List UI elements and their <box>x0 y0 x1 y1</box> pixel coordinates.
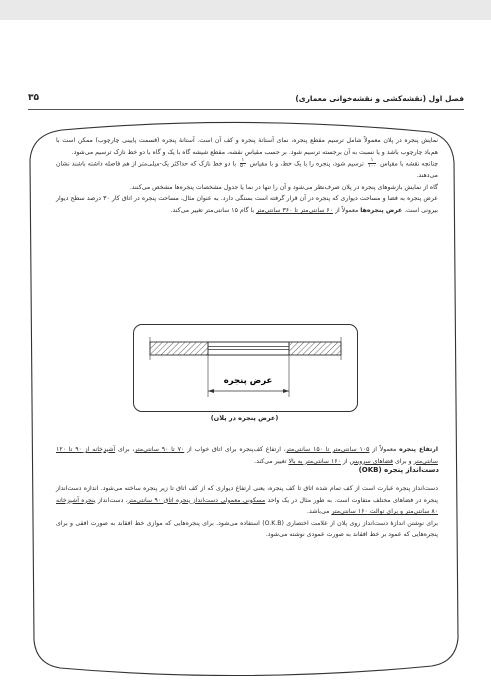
paragraph-window-representation: نمایش پنجره در پلان معمولاً شامل ترسیم مقطع پنجره، نمای آستانهٔ پنجره و کف آن است. آستانهٔ پنجره (قسمت پایینی چارچوب) ممکن است با هم‌باد چارچوب باشد و یا نسبت به آن برجسته ترسیم شود. بر حسب مقیاس نقشه، مقطع شیشه گاه با یک و گاه با دو خط نازک ترسیم می‌شود. <box>56 137 438 156</box>
window-plan-drawing <box>134 325 357 411</box>
header-rule <box>28 109 464 110</box>
paragraph-openings: گاه از نمایش بازشوهای پنجره در پلان صرف‌نظر می‌شود و آن را تنها در نما یا جدول مشخصات پنجره‌ها مشخص می‌کنند. <box>129 183 438 191</box>
window-width-diagram <box>133 324 358 412</box>
section-okb: دست‌انداز پنجره عبارت است از کف تمام شده اتاق تا کف پنجره، یعنی ارتفاع دیواری که از کف اتاق تا زیر پنجره ساخته می‌شود. اندازه دست‌انداز پنجره در فضاهای مختلف متفاوت است. به طور مثال در یک واحد مسکونی معمولی دست‌انداز پنجره اتاق ۹۰ سانتی‌متر، دست‌انداز پنجره آشپزخانه ۸۰ سانتی‌متر و برای توالت ۱۶۰ سانتی‌متر می‌باشد. برای نوشتن اندازهٔ دست‌انداز روی پلان از علامت اختصاری (O.K.B) استفاده می‌شود. برای پنجره‌هایی که موازی خط افقاند به صورت افقی و برای پنجره‌هایی که عمود بر خط افقاند به صورت عمودی نوشته می‌شود. <box>56 483 438 541</box>
paragraph-window-width: عرض پنجره به فضا و مساحت دیواری که پنجره در آن قرار گرفته است بستگی دارد. به عنوان مثال، مساحت پنجره در اتاق کار ۳۰ درصد سطح دیوار بیرونی است. عرض پنجره‌ها معمولاً از ۶۰ سانتی‌متر تا ۳۶۰ سانتی‌متر با گام ۱۵ سانتی‌متر تغییر می‌کند. <box>56 195 438 215</box>
page-number: ۳۵ <box>28 93 39 103</box>
top-band <box>0 0 491 20</box>
fraction-1-50: $\frac{۱}{۵۰}$ <box>240 157 246 170</box>
section-window-plan <box>56 135 438 217</box>
fraction-1-100: $\frac{۱}{۱۰۰}$ <box>367 157 376 170</box>
section-window-height: ارتفاع پنجره معمولاً از ۱۰۵ سانتی‌متر تا ۱۵۰ سانتی‌متر، ارتفاع کف‌پنجره برای اتاق خواب از ۷۰ تا ۹۰ سانتی‌متر، برای آشپزخانه از ۹۰ تا ۱۲۰ سانتی‌متر و برای فضاهای سرویس از ۱۶۰ سانتی‌متر به بالا تغییر می‌کند. <box>56 446 438 465</box>
chapter-title: فصل اول (نقشه‌کشی و نقشه‌خوانی معماری) <box>295 94 464 103</box>
diagram-caption: (عرض پنجره در پلان) <box>210 414 279 422</box>
page-header <box>28 94 464 108</box>
window-width-label: عرض پنجره <box>223 376 273 386</box>
left-wall-section <box>150 342 208 355</box>
paragraph-scale: چنانچه نقشه با مقیاس $\frac{۱}{۱۰۰}$ ترسیم شود، پنجره را با یک خط، و با مقیاس $\frac{۱}{۵۰}$ با دو خط نازک که حداکثر یک-میلی‌متر از هم فاصله داشته باشند نشان می‌دهند. <box>56 157 439 180</box>
right-wall-section <box>289 342 341 355</box>
paragraph-okb-notation: برای نوشتن اندازهٔ دست‌انداز روی پلان از علامت اختصاری (O.K.B) استفاده می‌شود. برای پنجره‌هایی که موازی خط افقاند به صورت افقی و برای پنجره‌هایی که عمود بر خط افقاند به صورت عمودی نوشته می‌شود. <box>56 519 438 539</box>
okb-heading: دست‌انداز پنجره (OKB) <box>358 466 439 474</box>
